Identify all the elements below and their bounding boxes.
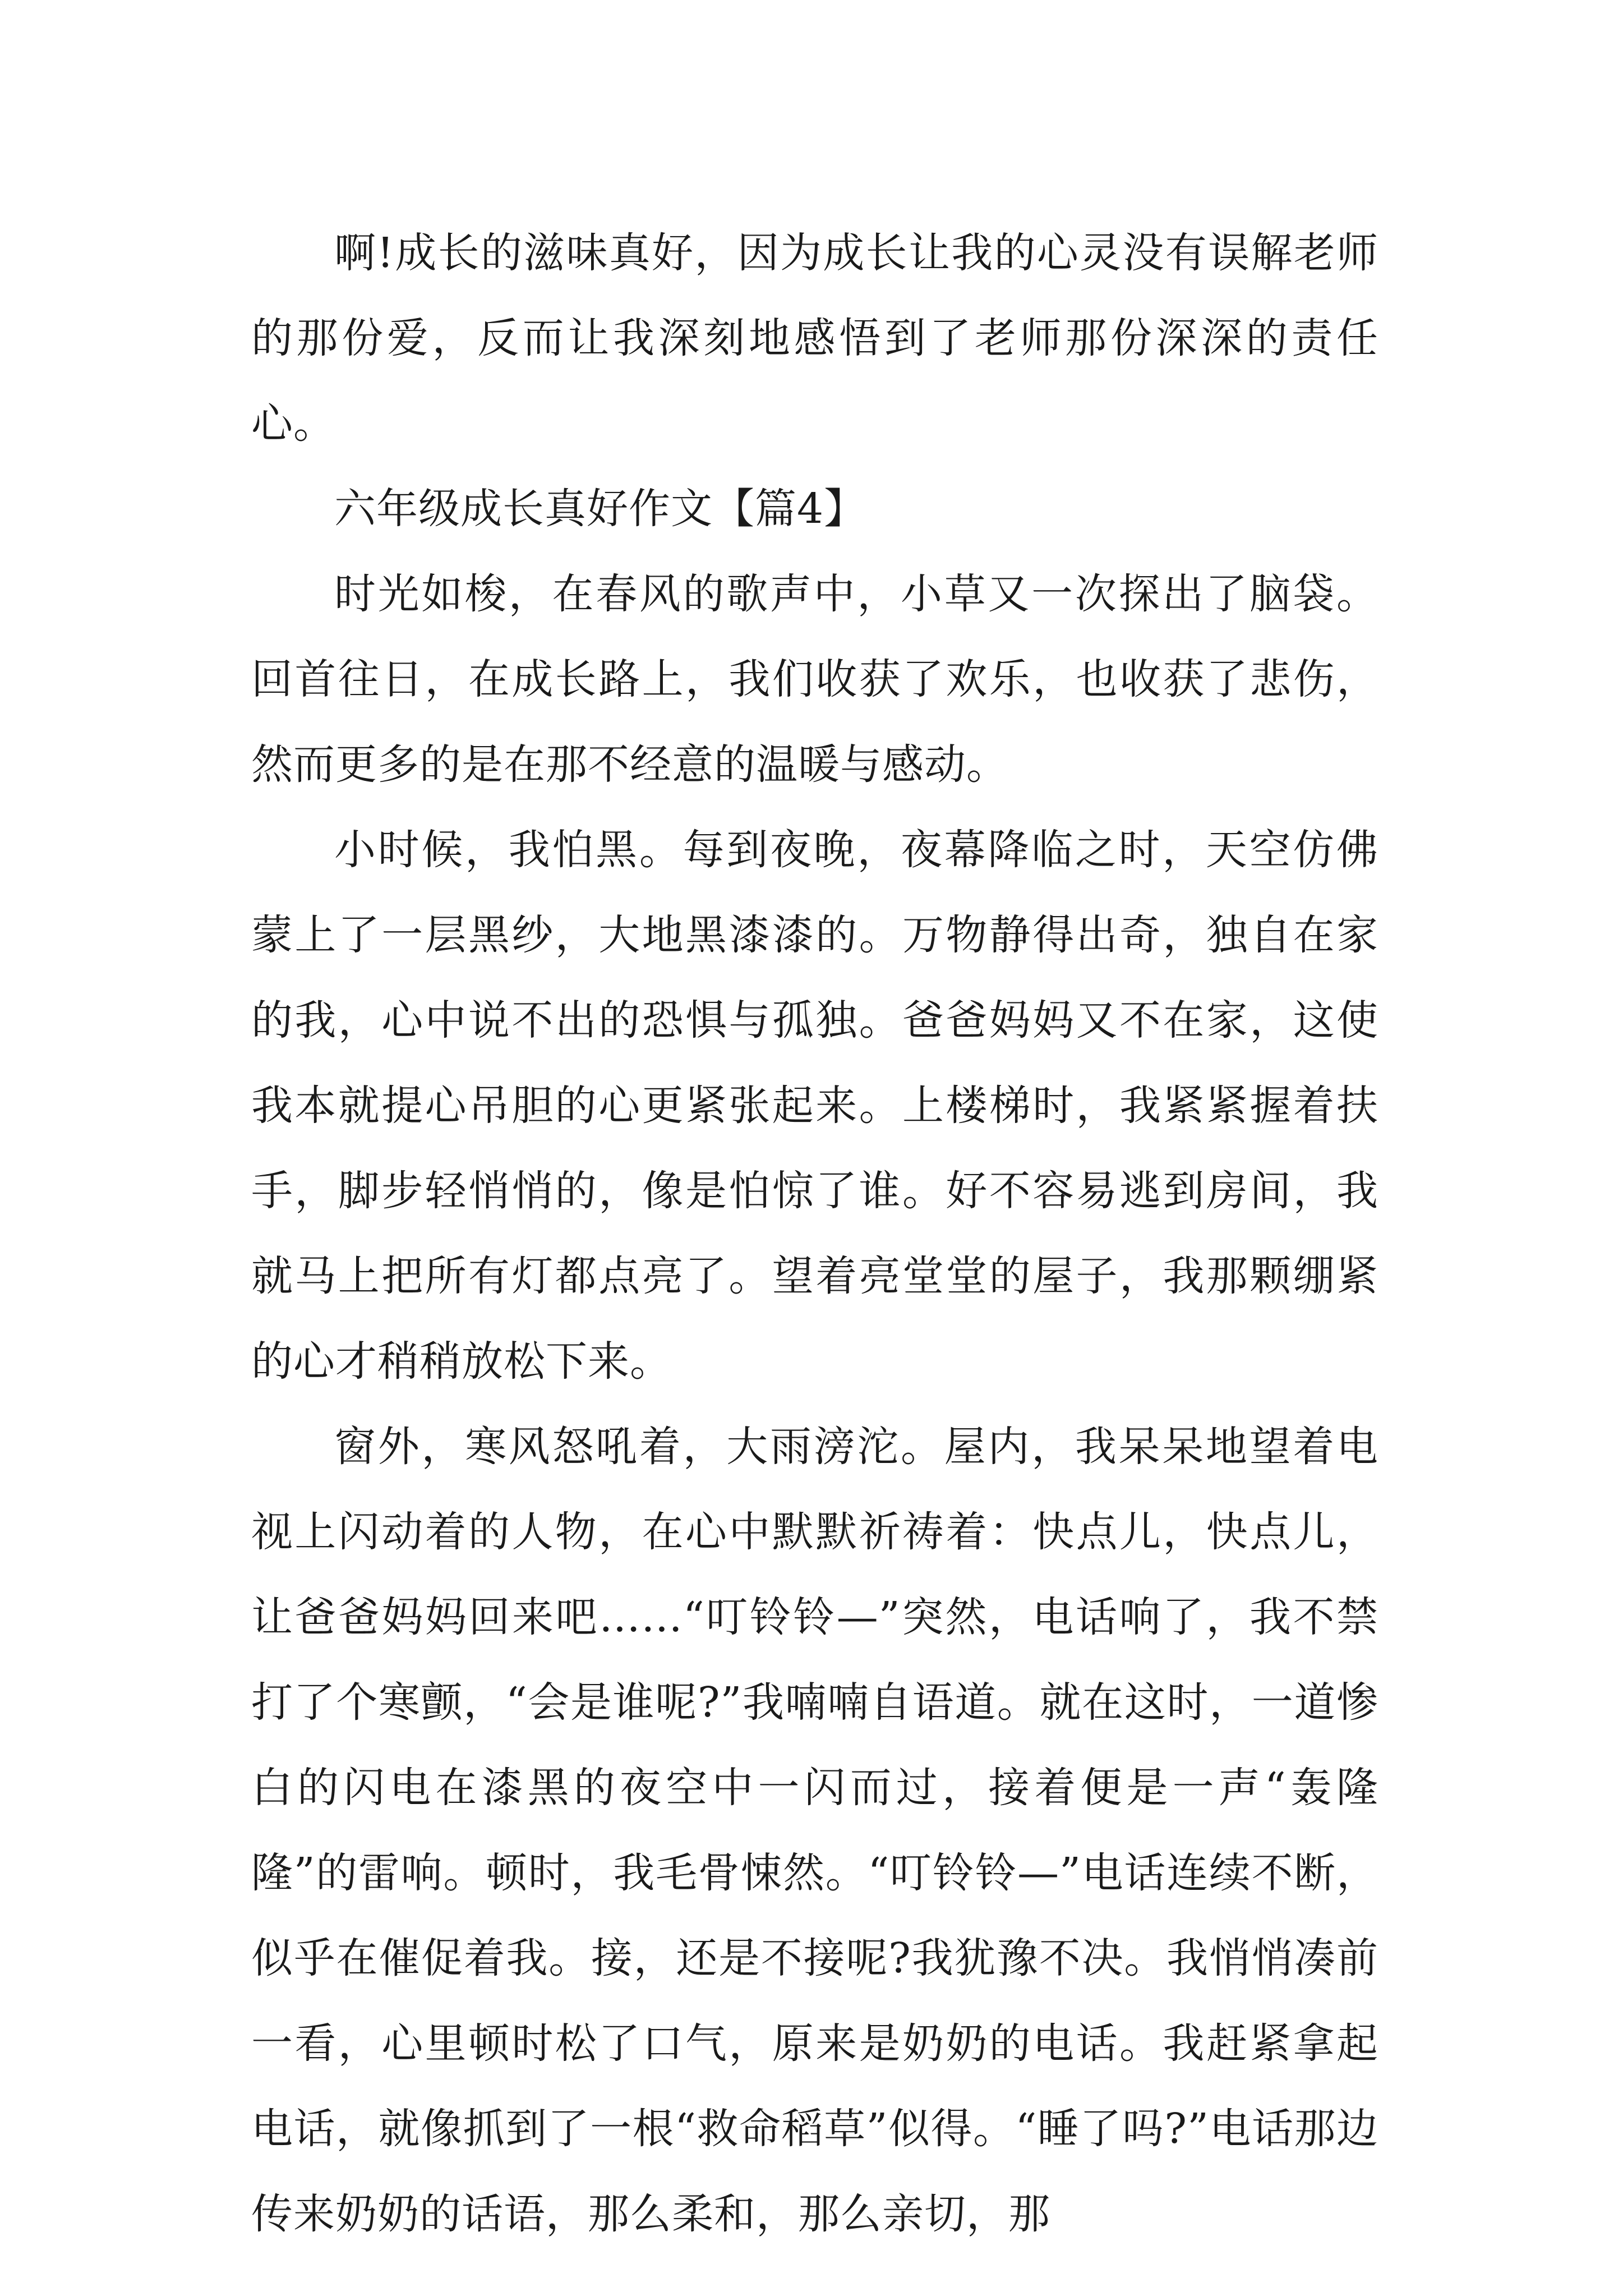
- paragraph-time-flies: 时光如梭，在春风的歌声中，小草又一次探出了脑袋。回首往日，在成长路上，我们收获了欢乐，也收获了悲伤，然而更多的是在那不经意的温暖与感动。: [251, 570, 1378, 789]
- section-heading: 六年级成长真好作文【篇4】: [334, 485, 866, 533]
- paragraph-stormy-night: 窗外，寒风怒吼着，大雨滂沱。屋内，我呆呆地望着电视上闪动着的人物，在心中默默祈祷着：快点儿，快点儿，让爸爸妈妈回来吧……“叮铃铃—”突然，电话响了，我不禁打了个寒颤，“会是谁呢?”我喃喃自语道。就在这时，一道惨白的闪电在漆黑的夜空中一闪而过，接着便是一声“轰隆隆”的雷响。顿时，我毛骨悚然。“叮铃铃—”电话连续不断，似乎在催促着我。接，还是不接呢?我犹豫不决。我悄悄凑前一看，心里顿时松了口气，原来是奶奶的电话。我赶紧拿起电话，就像抓到了一根“救命稻草”似得。“睡了吗?”电话那边传来奶奶的话语，那么柔和，那么亲切，那: [251, 1423, 1378, 2238]
- document-body: [251, 210, 1378, 2257]
- paragraph-fear-of-dark: 小时候，我怕黑。每到夜晚，夜幕降临之时，天空仿佛蒙上了一层黑纱，大地黑漆漆的。万物静得出奇，独自在家的我，心中说不出的恐惧与孤独。爸爸妈妈又不在家，这使我本就提心吊胆的心更紧张起来。上楼梯时，我紧紧握着扶手，脚步轻悄悄的，像是怕惊了谁。好不容易逃到房间，我就马上把所有灯都点亮了。望着亮堂堂的屋子，我那颗绷紧的心才稍稍放松下来。: [251, 826, 1378, 1386]
- paragraph-growth-reflection: 啊!成长的滋味真好，因为成长让我的心灵没有误解老师的那份爱，反而让我深刻地感悟到了老师那份深深的责任心。: [251, 229, 1378, 448]
